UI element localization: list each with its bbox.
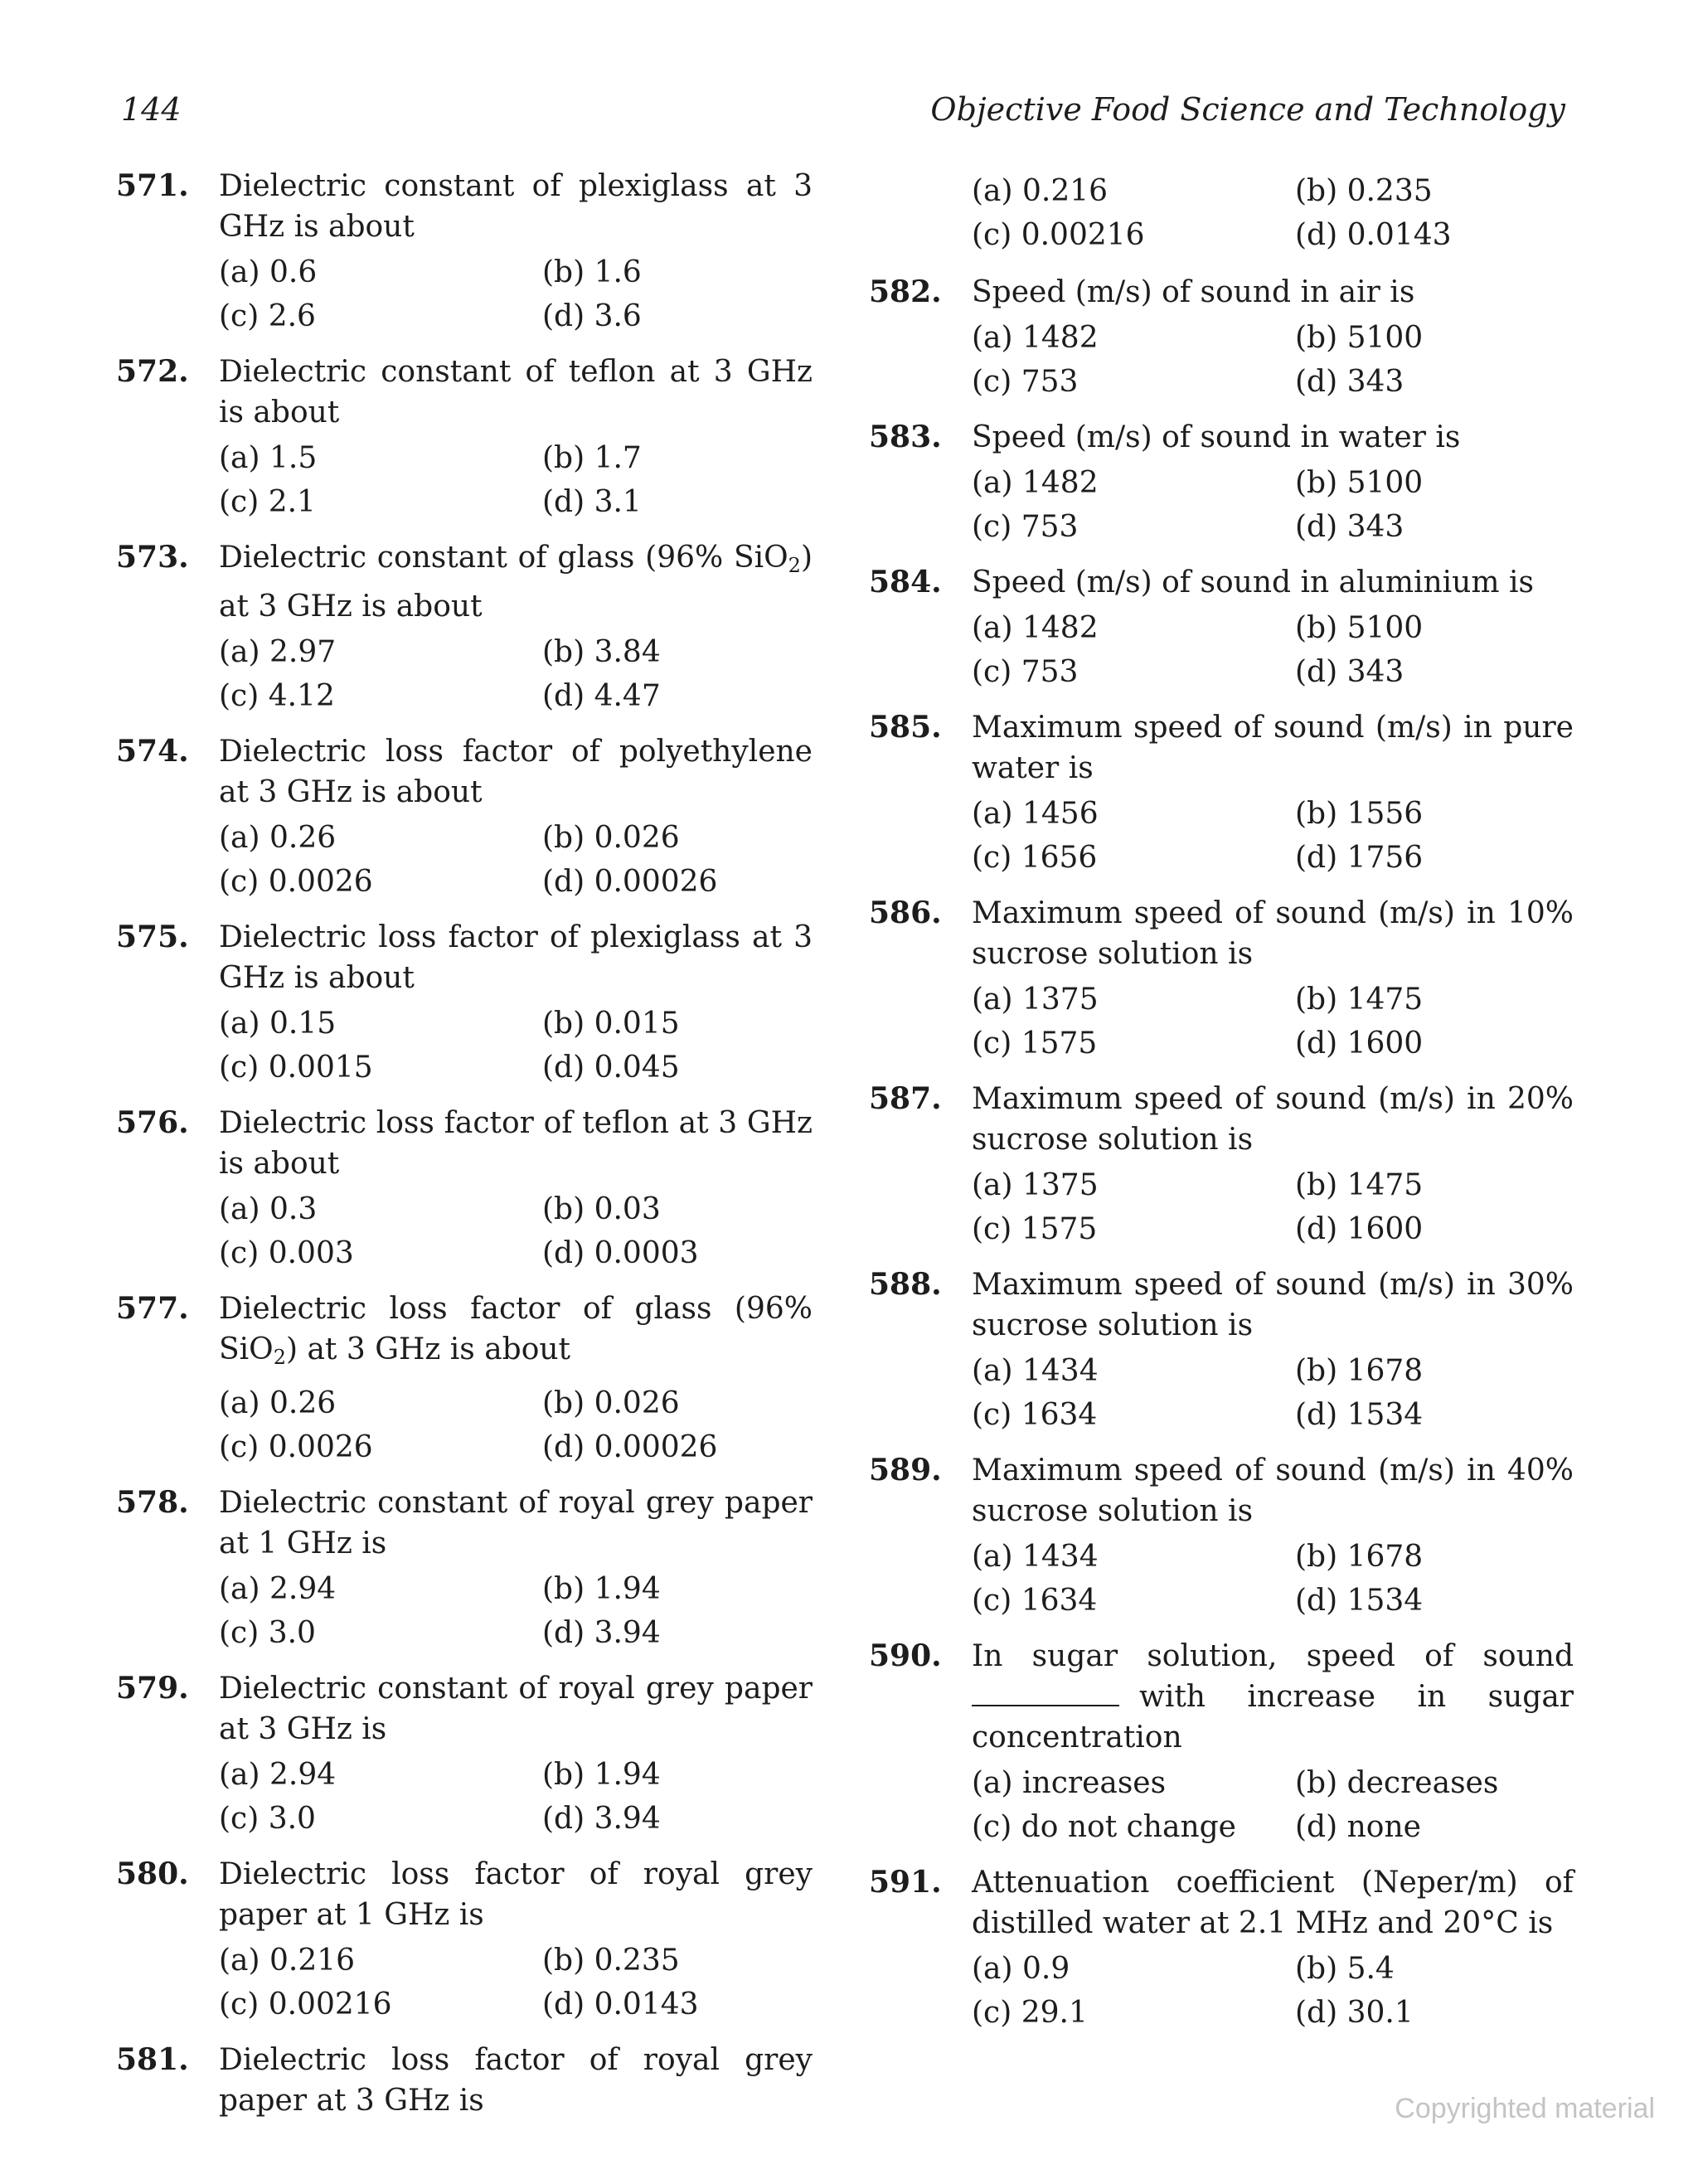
option-c: (c) 29.1 <box>972 1996 1088 2030</box>
question-number: 571. <box>116 168 189 203</box>
option-b: (b) 1.94 <box>542 1572 661 1606</box>
question-number: 591. <box>869 1865 942 1900</box>
question-number: 583. <box>869 420 942 454</box>
question-text: Dielectric constant of royal grey paper at 1 GHz is <box>219 1486 813 1560</box>
option-d: (d) 0.00026 <box>542 865 718 899</box>
question-574 <box>116 731 813 904</box>
question-571 <box>116 166 813 338</box>
page-header <box>121 91 1565 141</box>
option-d: (d) 1600 <box>1295 1212 1424 1246</box>
question-number: 590. <box>869 1638 942 1673</box>
question-number: 580. <box>116 1856 189 1891</box>
option-a: (a) 0.9 <box>972 1952 1070 1986</box>
option-d: (d) 3.94 <box>542 1802 661 1836</box>
question-number: 585. <box>869 710 942 745</box>
option-c: (c) 2.6 <box>219 299 316 333</box>
question-number: 582. <box>869 274 942 309</box>
option-d: (d) 3.94 <box>542 1616 661 1650</box>
options <box>972 1761 1574 1849</box>
options <box>972 1163 1574 1251</box>
question-text: Speed (m/s) of sound in air is <box>972 275 1415 309</box>
option-a: (a) 0.26 <box>219 1386 337 1420</box>
option-c: (c) 1634 <box>972 1398 1098 1432</box>
option-d: (d) 3.1 <box>542 485 642 519</box>
option-b: (b) 5100 <box>1295 321 1424 355</box>
question-573 <box>116 537 813 718</box>
question-text: Speed (m/s) of sound in water is <box>972 420 1461 454</box>
options <box>219 816 813 904</box>
option-c: (c) 1656 <box>972 841 1098 875</box>
option-a: (a) 1482 <box>972 321 1099 355</box>
options <box>219 630 813 718</box>
question-589 <box>869 1450 1574 1623</box>
option-d: (d) 4.47 <box>542 679 661 713</box>
option-a: (a) 2.94 <box>219 1758 337 1792</box>
question-text: Dielectric constant of plexiglass at 3 GHz is about <box>219 169 813 244</box>
option-a: (a) 1434 <box>972 1354 1099 1388</box>
option-b: (b) 1678 <box>1295 1354 1424 1388</box>
option-b: (b) 1.6 <box>542 255 642 289</box>
option-a: (a) 1434 <box>972 1540 1099 1574</box>
options <box>219 250 813 338</box>
options <box>219 1187 813 1275</box>
option-b: (b) 1.7 <box>542 441 642 475</box>
option-b: (b) 0.03 <box>542 1192 661 1226</box>
option-a: (a) 2.97 <box>219 635 337 669</box>
option-a: (a) 2.94 <box>219 1572 337 1606</box>
options <box>972 606 1574 694</box>
option-c: (c) 0.00216 <box>219 1987 392 2021</box>
question-text <box>219 537 813 627</box>
option-d: (d) 343 <box>1295 510 1404 544</box>
question-575 <box>116 917 813 1090</box>
question-number: 588. <box>869 1267 942 1302</box>
question-number: 576. <box>116 1105 189 1140</box>
option-c: (c) 0.0026 <box>219 1430 373 1464</box>
option-b: (b) 1678 <box>1295 1540 1424 1574</box>
option-c: (c) 0.00216 <box>972 218 1145 252</box>
question-588 <box>869 1264 1574 1437</box>
option-a: (a) 0.3 <box>219 1192 318 1226</box>
question-text <box>972 1636 1574 1758</box>
subscript: 2 <box>788 554 801 577</box>
option-a: (a) 1482 <box>972 611 1099 645</box>
options <box>219 1753 813 1841</box>
option-b: (b) 1556 <box>1295 797 1424 831</box>
option-b: (b) 0.026 <box>542 1386 680 1420</box>
option-d: (d) 0.00026 <box>542 1430 718 1464</box>
options <box>972 1535 1574 1623</box>
copyright-watermark: Copyrighted material <box>1395 2093 1655 2124</box>
option-d: (d) 343 <box>1295 365 1404 399</box>
option-b: (b) 0.015 <box>542 1007 680 1041</box>
option-a: (a) 0.15 <box>219 1007 337 1041</box>
option-c: (c) 753 <box>972 365 1079 399</box>
question-number: 575. <box>116 920 189 954</box>
question-582 <box>869 272 1574 404</box>
question-text: Dielectric constant of royal grey paper at 3 GHz is <box>219 1672 813 1746</box>
question-583 <box>869 417 1574 549</box>
question-number: 574. <box>116 734 189 769</box>
option-c: (c) 2.1 <box>219 485 316 519</box>
options <box>972 1349 1574 1437</box>
option-a: (a) 1456 <box>972 797 1099 831</box>
question-text: Dielectric loss factor of royal grey paper at 3 GHz is <box>219 2043 813 2118</box>
options <box>219 1567 813 1655</box>
option-c: (c) 1575 <box>972 1212 1098 1246</box>
question-580 <box>116 1854 813 2026</box>
options <box>972 461 1574 549</box>
option-b: (b) 0.235 <box>1295 174 1433 208</box>
option-c: (c) do not change <box>972 1810 1236 1844</box>
question-text: Speed (m/s) of sound in aluminium is <box>972 565 1534 599</box>
question-584 <box>869 562 1574 694</box>
option-d: (d) 1600 <box>1295 1026 1424 1060</box>
left-column <box>116 166 813 2134</box>
option-c: (c) 1575 <box>972 1026 1098 1060</box>
option-c: (c) 0.0015 <box>219 1051 373 1085</box>
option-b: (b) 0.235 <box>542 1944 680 1978</box>
option-a: (a) 0.26 <box>219 821 337 855</box>
option-d: (d) 343 <box>1295 655 1404 689</box>
option-a: (a) 1.5 <box>219 441 318 475</box>
option-d: (d) 30.1 <box>1295 1996 1414 2030</box>
question-581-options <box>972 169 1574 257</box>
options <box>972 792 1574 880</box>
question-text: Dielectric loss factor of royal grey paper at 1 GHz is <box>219 1857 813 1932</box>
question-number: 587. <box>869 1081 942 1116</box>
question-587 <box>869 1079 1574 1251</box>
question-text: Dielectric loss factor of plexiglass at 3 GHz is about <box>219 920 813 995</box>
page-number: 144 <box>121 91 182 128</box>
option-d: (d) 0.045 <box>542 1051 680 1085</box>
question-581 <box>116 2040 813 2121</box>
options <box>972 1947 1574 2035</box>
options <box>219 436 813 524</box>
option-b: (b) 1475 <box>1295 983 1424 1017</box>
right-column <box>869 166 1574 2048</box>
question-572 <box>116 352 813 524</box>
option-d: (d) 1534 <box>1295 1584 1424 1618</box>
option-a: (a) 1375 <box>972 983 1099 1017</box>
option-b: (b) 5100 <box>1295 466 1424 500</box>
option-c: (c) 4.12 <box>219 679 335 713</box>
option-a: (a) 0.216 <box>972 174 1109 208</box>
question-number: 579. <box>116 1671 189 1706</box>
question-number: 572. <box>116 354 189 389</box>
option-c: (c) 753 <box>972 510 1079 544</box>
options <box>972 978 1574 1065</box>
question-591 <box>869 1862 1574 2035</box>
question-text-part: ) at 3 GHz is about <box>219 541 813 624</box>
option-a: (a) 1482 <box>972 466 1099 500</box>
option-b: (b) 1.94 <box>542 1758 661 1792</box>
question-number: 578. <box>116 1485 189 1520</box>
question-number: 589. <box>869 1453 942 1488</box>
option-a: (a) 1375 <box>972 1168 1099 1202</box>
options <box>972 316 1574 404</box>
option-d: (d) 0.0143 <box>1295 218 1452 252</box>
question-number: 581. <box>116 2042 189 2077</box>
question-text: Maximum speed of sound (m/s) in 30% sucrose solution is <box>972 1268 1574 1342</box>
question-text: Dielectric loss factor of polyethylene at 3 GHz is about <box>219 735 813 809</box>
question-579 <box>116 1668 813 1841</box>
question-number: 586. <box>869 895 942 930</box>
option-b: (b) 5100 <box>1295 611 1424 645</box>
question-text: Maximum speed of sound (m/s) in 40% sucrose solution is <box>972 1454 1574 1528</box>
option-b: (b) decreases <box>1295 1766 1499 1800</box>
option-d: (d) 0.0003 <box>542 1236 699 1270</box>
question-578 <box>116 1483 813 1655</box>
question-590 <box>869 1636 1574 1849</box>
question-text-part: ) at 3 GHz is about <box>285 1332 571 1366</box>
option-c: (c) 3.0 <box>219 1616 316 1650</box>
option-a: (a) 0.216 <box>219 1944 356 1978</box>
question-number: 584. <box>869 565 942 599</box>
option-d: (d) 1756 <box>1295 841 1424 875</box>
option-c: (c) 753 <box>972 655 1079 689</box>
options <box>219 1381 813 1469</box>
question-text: Maximum speed of sound (m/s) in 20% sucrose solution is <box>972 1082 1574 1157</box>
question-text: Attenuation coefficient (Neper/m) of distilled water at 2.1 MHz and 20°C is <box>972 1866 1574 1940</box>
option-c: (c) 1634 <box>972 1584 1098 1618</box>
option-c: (c) 0.0026 <box>219 865 373 899</box>
option-c: (c) 0.003 <box>219 1236 354 1270</box>
option-b: (b) 1475 <box>1295 1168 1424 1202</box>
options <box>219 1939 813 2026</box>
fill-in-blank <box>972 1680 1119 1706</box>
question-number: 573. <box>116 540 189 575</box>
question-text-part: Dielectric constant of glass (96% SiO <box>219 541 788 575</box>
question-text-part: Dielectric loss factor of glass (96% SiO <box>219 1292 813 1366</box>
option-b: (b) 0.026 <box>542 821 680 855</box>
question-text-part: In sugar solution, speed of sound <box>972 1639 1574 1673</box>
option-d: (d) none <box>1295 1810 1421 1844</box>
option-d: (d) 3.6 <box>542 299 642 333</box>
option-a: (a) 0.6 <box>219 255 318 289</box>
option-d: (d) 1534 <box>1295 1398 1424 1432</box>
subscript: 2 <box>273 1346 286 1369</box>
question-577 <box>116 1289 813 1469</box>
question-text: Maximum speed of sound (m/s) in pure water is <box>972 711 1574 785</box>
question-text: Dielectric loss factor of teflon at 3 GHz is about <box>219 1106 813 1181</box>
option-d: (d) 0.0143 <box>542 1987 699 2021</box>
question-text-part: with increase in sugar concentration <box>972 1680 1574 1754</box>
question-number: 577. <box>116 1291 189 1326</box>
question-576 <box>116 1103 813 1275</box>
question-text: Maximum speed of sound (m/s) in 10% sucrose solution is <box>972 896 1574 971</box>
question-586 <box>869 893 1574 1065</box>
question-585 <box>869 707 1574 880</box>
running-title: Objective Food Science and Technology <box>930 91 1565 128</box>
option-a: (a) increases <box>972 1766 1167 1800</box>
option-c: (c) 3.0 <box>219 1802 316 1836</box>
question-text <box>219 1289 813 1378</box>
option-b: (b) 5.4 <box>1295 1952 1395 1986</box>
option-b: (b) 3.84 <box>542 635 661 669</box>
question-text: Dielectric constant of teflon at 3 GHz is about <box>219 355 813 430</box>
options <box>219 1002 813 1090</box>
